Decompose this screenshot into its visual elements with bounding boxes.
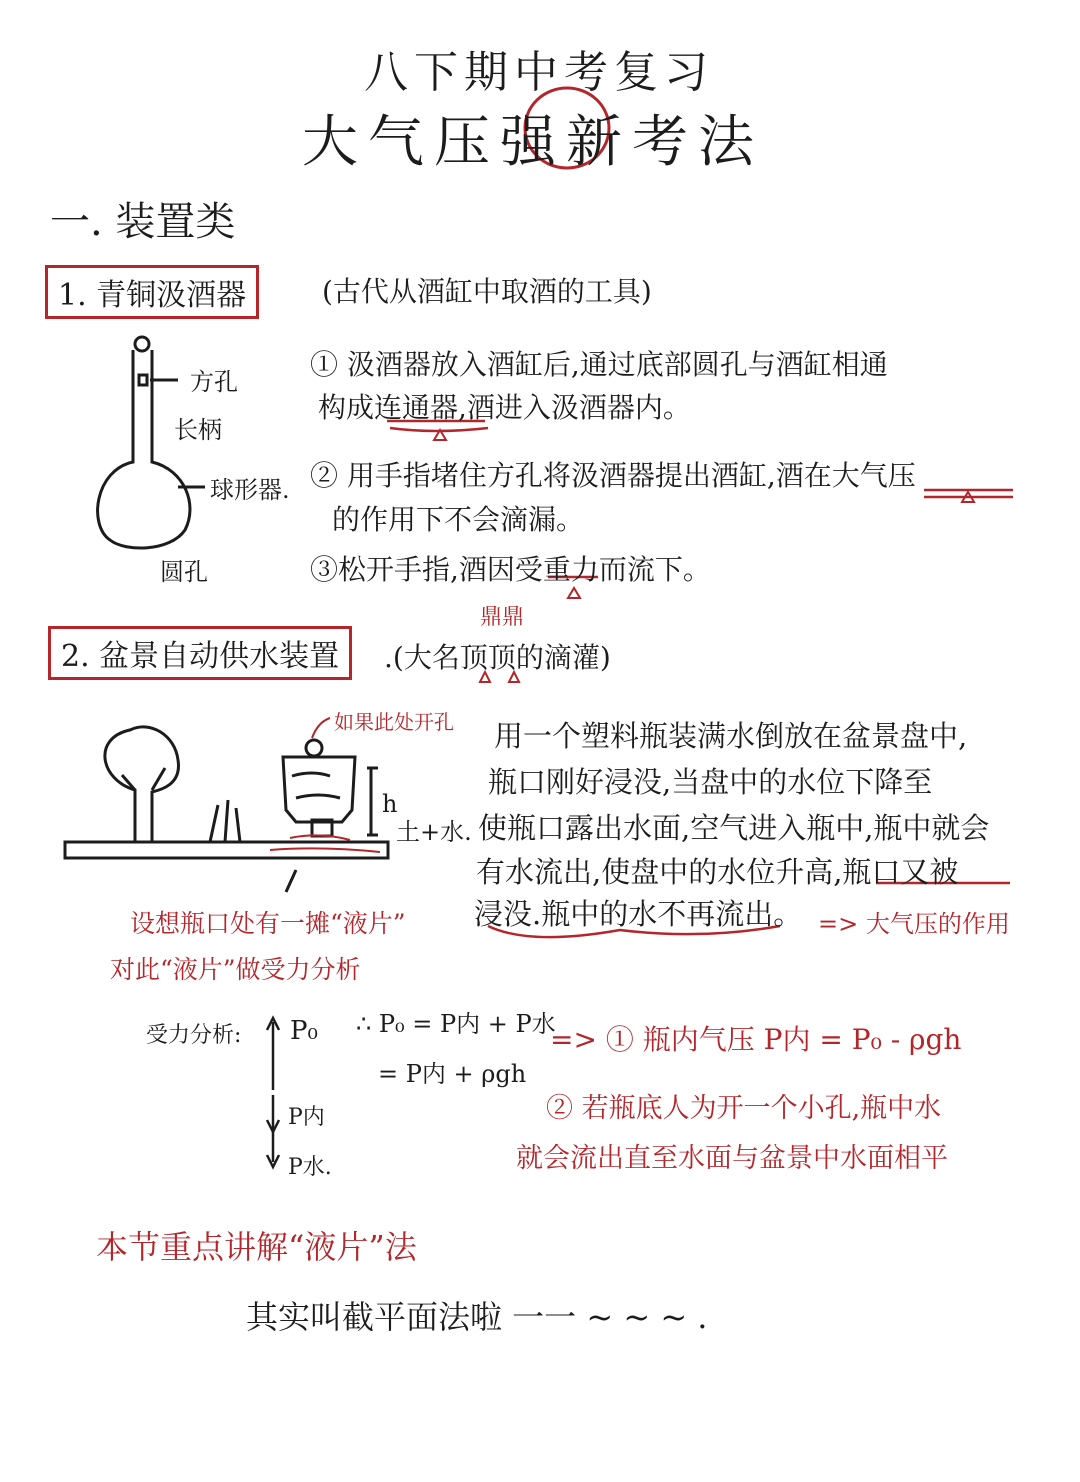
liquid-note-2: 对此“液片”做受力分析 <box>110 955 361 984</box>
label-round-hole: 圆孔 <box>160 558 208 586</box>
h-label: h <box>382 790 398 818</box>
desc-line-4: 有水流出,使盘中的水位升高,瓶口又被 <box>476 855 959 889</box>
point-1-line-2: 构成连通器,酒进入汲酒器内。 <box>318 391 691 424</box>
label-square-hole: 方孔 <box>190 368 238 396</box>
desc-line-1: 用一个塑料瓶装满水倒放在盆景盘中, <box>494 719 968 753</box>
desc-line-3: 使瓶口露出水面,空气进入瓶中,瓶中就会 <box>478 811 990 845</box>
title-line-2: 大气压强新考法 <box>302 110 764 175</box>
item1-subtitle: (古代从酒缸中取酒的工具) <box>322 275 652 308</box>
point-2-line-2: 的作用下不会滴漏。 <box>332 503 585 536</box>
arrow-note: => 大气压的作用 <box>818 910 1010 938</box>
analysis-label: 受力分析: <box>146 1023 242 1048</box>
key-point: 本节重点讲解“液片”法 <box>96 1228 417 1266</box>
point-3-line-1: ③松开手指,酒因受重力而流下。 <box>310 553 711 586</box>
force-p0: P₀ <box>290 1016 318 1046</box>
label-long-handle: 长柄 <box>174 416 222 444</box>
section-heading: 一. 装置类 <box>50 199 236 245</box>
item2-title: 2. 盆景自动供水装置 <box>48 626 352 680</box>
label-ball-vessel: 球形器. <box>210 476 290 504</box>
hole-arrow <box>312 718 330 738</box>
force-pwater: P水. <box>288 1155 332 1180</box>
note-dingding: 鼎鼎 <box>480 605 525 630</box>
analysis-note-2-line-1: ② 若瓶底人为开一个小孔,瓶中水 <box>546 1093 942 1124</box>
equation-2: = P内 + ρgh <box>378 1060 527 1088</box>
desc-line-5: 浸没.瓶中的水不再流出。 <box>474 897 803 931</box>
desc-line-2: 瓶口刚好浸没,当盘中的水位下降至 <box>488 765 933 799</box>
force-pin: P内 <box>288 1105 325 1130</box>
water-wave-lines <box>270 835 380 852</box>
point-2-line-1: ② 用手指堵住方孔将汲酒器提出酒缸,酒在大气压 <box>310 459 916 492</box>
title-line-1: 八下期中考复习 <box>364 47 714 98</box>
item1-title: 1. 青铜汲酒器 <box>45 265 259 319</box>
item2-subtitle: .(大名顶顶的滴灌) <box>384 641 611 674</box>
hole-note: 如果此处开孔 <box>334 710 454 734</box>
point-1-line-1: ① 汲酒器放入酒缸后,通过底部圆孔与酒缸相通 <box>310 348 888 381</box>
force-arrows <box>267 1018 279 1167</box>
aside-note: 其实叫截平面法啦 一一 ~ ~ ~ . <box>246 1298 708 1336</box>
liquid-note-1: 设想瓶口处有一摊“液片” <box>130 909 406 938</box>
equation-1: ∴ P₀ = P内 + P水 <box>356 1010 556 1038</box>
bonsai-drawing <box>65 727 388 892</box>
analysis-note-2-line-2: 就会流出直至水面与盆景中水面相平 <box>516 1143 948 1174</box>
soil-water-label: 土+水. <box>396 818 472 846</box>
analysis-note-1: => ① 瓶内气压 P内 = P₀ - ρgh <box>550 1023 962 1056</box>
